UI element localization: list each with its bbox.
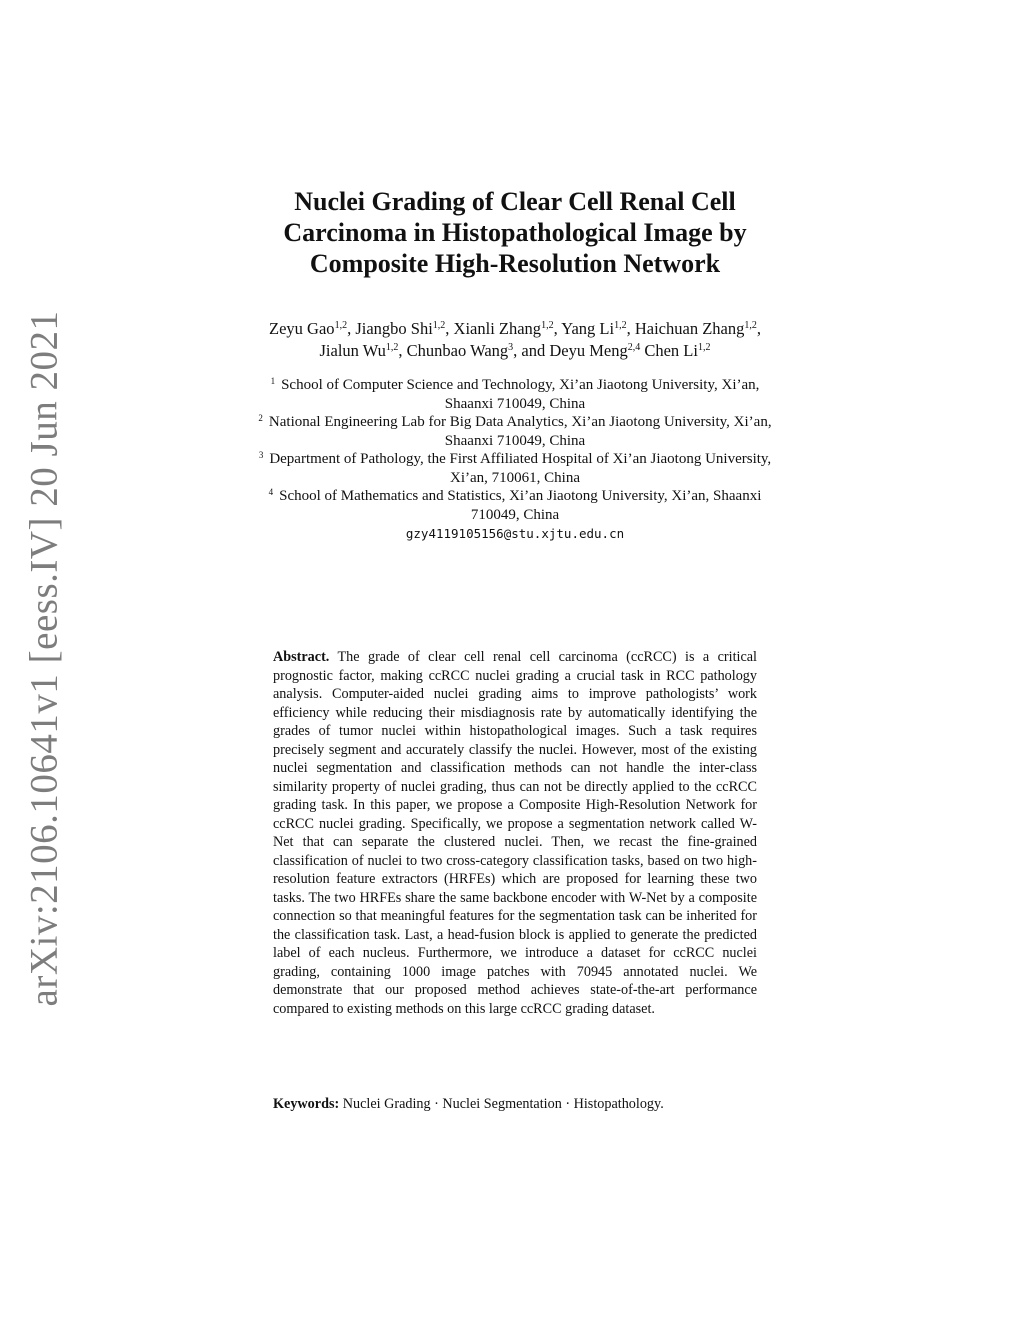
author-name: Yang Li bbox=[561, 319, 615, 338]
author-name: Deyu Meng bbox=[549, 341, 628, 360]
affiliation-item bbox=[210, 376, 820, 413]
author-line-1: Zeyu Gao$^{1,2}$, Jiangbo Shi$^{1,2}$, Xianli Zhang$^{1,2}$, Yang Li$^{1,2}$, Haichuan Zhang$^{1,2}$, bbox=[269, 319, 761, 338]
abstract-text: The grade of clear cell renal cell carcinoma (ccRCC) is a critical prognostic factor, making ccRCC nuclei grading a crucial task in RCC pathology analysis. Computer-aided nuclei grading aims to improve pathologists’ work efficiency while reducing their misdiagnosis rate by automatically identifying the grades of tumor nuclei within histopathological images. Such a task requires precisely segment and accurately classify the nuclei. However, most of the existing nuclei segmentation and classification methods can not handle the inter-class similarity property of nuclei grading, thus can not be directly applied to the ccRCC grading task. In this paper, we propose a Composite High-Resolution Network for ccRCC nuclei grading. Specifically, we propose a segmentation network called W-Net that can separate the clustered nuclei. Then, we recast the fine-grained classification of nuclei to two cross-category classification tasks, based on two high-resolution feature extractors (HRFEs) which are proposed for learning these two tasks. The two HRFEs share the same backbone encoder with W-Net by a composite connection so that meaningful features for the segmentation task can be inherited for the classification task. Last, a head-fusion block is applied to generate the predicted label of each nucleus. Furthermore, we introduce a dataset for ccRCC nuclei grading, containing 1000 image patches with 70945 annotated nuclei. We demonstrate that our proposed method achieves state-of-the-art performance compared to existing methods on this large ccRCC grading dataset. bbox=[273, 649, 758, 1017]
author-name: Haichuan Zhang bbox=[634, 319, 745, 338]
affiliation-text: Xi’an, 710061, China bbox=[450, 469, 580, 486]
paper-title bbox=[200, 186, 830, 279]
affiliation-item bbox=[210, 413, 820, 450]
title-line-2: Carcinoma in Histopathological Image by bbox=[283, 218, 747, 247]
affiliation-list bbox=[210, 376, 820, 544]
affiliation-text: School of Computer Science and Technology, Xi’an Jiaotong University, Xi’an, bbox=[281, 377, 760, 393]
keywords-label: Keywords: bbox=[273, 1096, 340, 1112]
author-affiliation-marker: 1,2 bbox=[432, 320, 446, 331]
affiliation-text: School of Mathematics and Statistics, Xi’an Jiaotong University, Xi’an, Shaanxi bbox=[279, 488, 762, 504]
author-name: Chunbao Wang bbox=[406, 341, 509, 360]
contact-email[interactable]: gzy4119105156@stu.xjtu.edu.cn bbox=[405, 526, 625, 541]
author-affiliation-marker: 2,4 bbox=[627, 342, 641, 353]
abstract-paragraph bbox=[273, 648, 757, 1018]
author-affiliation-marker: 1,2 bbox=[334, 320, 348, 331]
author-list bbox=[200, 318, 830, 362]
affiliation-number: 3 bbox=[258, 450, 264, 460]
abstract-label: Abstract. bbox=[273, 649, 330, 665]
affiliation-number: 1 bbox=[270, 376, 276, 386]
author-name: Zeyu Gao bbox=[269, 319, 335, 338]
keywords-text: Nuclei Grading · Nuclei Segmentation · Histopathology. bbox=[342, 1096, 664, 1112]
affiliation-text: Shaanxi 710049, China bbox=[444, 395, 586, 412]
affiliation-text: 710049, China bbox=[470, 506, 560, 523]
author-name: Jialun Wu bbox=[319, 341, 386, 360]
author-affiliation-marker: 1,2 bbox=[385, 342, 399, 353]
affiliation-text: Department of Pathology, the First Affiliated Hospital of Xi’an Jiaotong University, bbox=[269, 451, 772, 467]
affiliation-text: National Engineering Lab for Big Data Analytics, Xi’an Jiaotong University, Xi’an, bbox=[268, 414, 772, 430]
author-line-2: Jialun Wu$^{1,2}$, Chunbao Wang$^3$, and Deyu Meng$^{2,4}$ Chen Li$^{1,2}$ bbox=[319, 341, 711, 360]
arxiv-identifier-text: arXiv:2106.10641v1 [eess.IV] 20 Jun 2021 bbox=[22, 310, 66, 1006]
title-line-3: Composite High-Resolution Network bbox=[309, 249, 721, 278]
arxiv-identifier-stamp bbox=[14, 310, 74, 1006]
author-affiliation-marker: 3 bbox=[508, 342, 514, 353]
affiliation-item bbox=[210, 450, 820, 487]
author-name: Jiangbo Shi bbox=[355, 319, 433, 338]
author-affiliation-marker: 1,2 bbox=[614, 320, 627, 331]
author-affiliation-marker: 1,2 bbox=[744, 320, 757, 331]
affiliation-text: Shaanxi 710049, China bbox=[444, 432, 586, 449]
affiliation-number: 2 bbox=[258, 413, 263, 423]
author-name: Chen Li bbox=[644, 341, 698, 360]
affiliation-item bbox=[210, 487, 820, 524]
author-name: Xianli Zhang bbox=[453, 319, 542, 338]
title-line-1: Nuclei Grading of Clear Cell Renal Cell bbox=[294, 187, 736, 216]
affiliation-number: 4 bbox=[268, 487, 274, 497]
author-affiliation-marker: 1,2 bbox=[697, 342, 711, 353]
author-affiliation-marker: 1,2 bbox=[541, 320, 554, 331]
keywords-line bbox=[273, 1095, 757, 1114]
